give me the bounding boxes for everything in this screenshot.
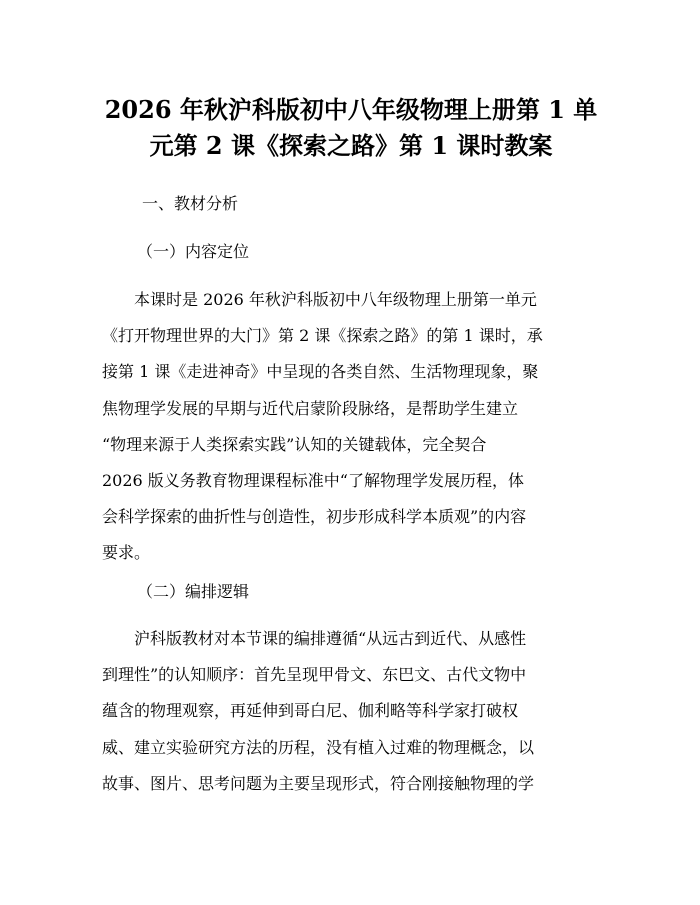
document-title-line-2: 元第 2 课《探索之路》第 1 课时教案 bbox=[149, 131, 553, 160]
paragraph-line: 焦物理学发展的早期与近代启蒙阶段脉络，是帮助学生建立 bbox=[102, 398, 519, 418]
paragraph-line: 要求。 bbox=[102, 543, 151, 563]
paragraph-line: 接第 1 课《走进神奇》中呈现的各类自然、生活物理现象，聚 bbox=[102, 362, 539, 382]
paragraph-line: 沪科版教材对本节课的编排遵循“从远古到近代、从感性 bbox=[134, 629, 527, 648]
paragraph-line: 《打开物理世界的大门》第 2 课《探索之路》的第 1 课时，承 bbox=[102, 326, 543, 346]
paragraph-content-positioning bbox=[102, 288, 602, 578]
section-heading-teaching-material-analysis: 一、教材分析 bbox=[142, 194, 239, 213]
paragraph-arrangement-logic bbox=[102, 627, 602, 808]
paragraph-line: 蕴含的物理观察，再延伸到哥白尼、伽利略等科学家打破权 bbox=[102, 701, 519, 721]
paragraph-line: 本课时是 2026 年秋沪科版初中八年级物理上册第一单元 bbox=[134, 290, 537, 309]
document-title-line-1: 2026 年秋沪科版初中八年级物理上册第 1 单 bbox=[104, 95, 598, 124]
paragraph-line: 2026 版义务教育物理课程标准中“了解物理学发展历程，体 bbox=[102, 470, 524, 490]
paragraph-line: 到理性”的认知顺序：首先呈现甲骨文、东巴文、古代文物中 bbox=[102, 665, 527, 685]
subsection-heading-arrangement-logic: （二）编排逻辑 bbox=[137, 582, 250, 601]
paragraph-line: 会科学探索的曲折性与创造性，初步形成科学本质观”的内容 bbox=[102, 507, 527, 527]
paragraph-line: “物理来源于人类探索实践”认知的关键载体，完全契合 bbox=[102, 434, 487, 454]
paragraph-line: 威、建立实验研究方法的历程，没有植入过难的物理概念，以 bbox=[102, 737, 535, 757]
paragraph-line: 故事、图片、思考问题为主要呈现形式，符合刚接触物理的学 bbox=[102, 773, 535, 793]
subsection-heading-content-positioning: （一）内容定位 bbox=[137, 242, 250, 261]
